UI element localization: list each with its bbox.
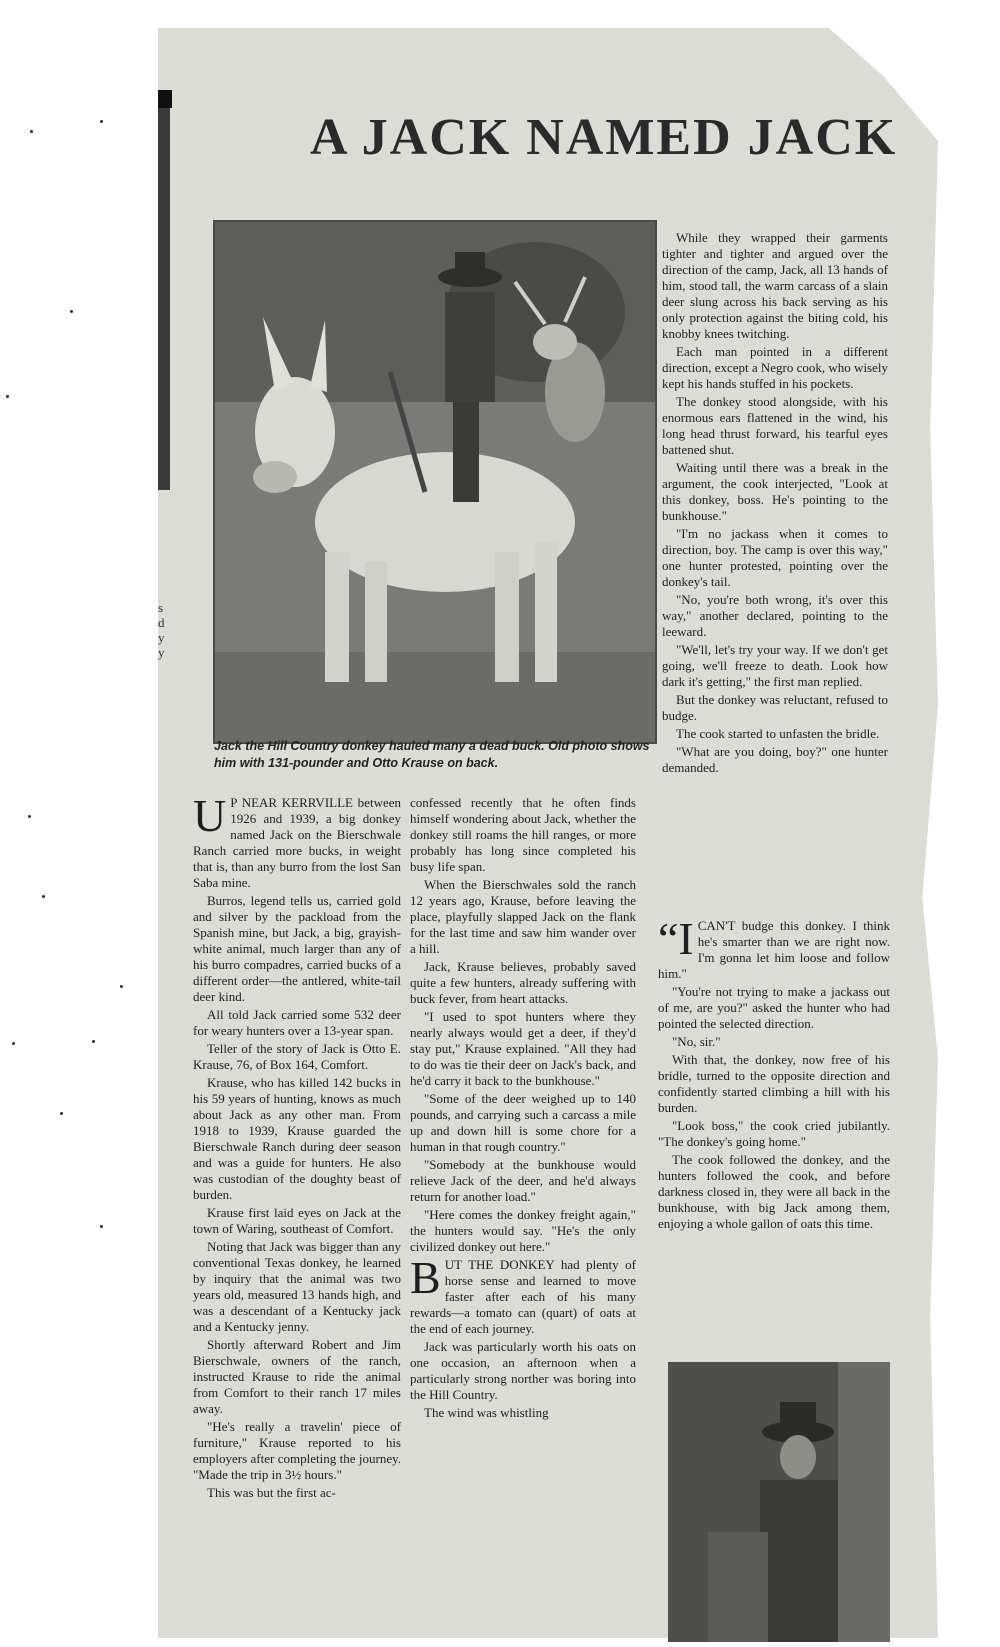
paragraph-text: The wind was whistling xyxy=(424,1405,549,1420)
paragraph xyxy=(658,1052,890,1116)
paragraph xyxy=(410,1207,636,1255)
paragraph-text: Krause first laid eyes on Jack at the town of Waring, southeast of Comfort. xyxy=(193,1205,401,1236)
paragraph xyxy=(410,877,636,957)
donkey-photo xyxy=(213,220,657,744)
paragraph xyxy=(193,1239,401,1335)
paragraph-text: The donkey stood alongside, with his enormous ears flattened in the wind, his long head thrust forward, his tearful eyes battened shut. xyxy=(662,394,888,457)
paragraph xyxy=(662,526,888,590)
paragraph xyxy=(662,230,888,342)
headline: A JACK NAMED JACK xyxy=(310,109,898,166)
paragraph-text: This was but the first ac- xyxy=(207,1485,336,1500)
paragraph xyxy=(410,1009,636,1089)
paragraph-text: Noting that Jack was bigger than any conventional Texas donkey, he learned by inquiry that the animal was two years old, measured 13 hands high, and was a descendant of a Kentucky jack and a Kentucky jenny. xyxy=(193,1239,401,1334)
article-column-1 xyxy=(193,790,401,1503)
paragraph xyxy=(662,394,888,458)
paragraph-text: All told Jack carried some 532 deer for weary hunters over a 13-year span. xyxy=(193,1007,401,1038)
paragraph-text: Waiting until there was a break in the argument, the cook interjected, "Look at this donkey, boss. He's pointing to the bunkhouse." xyxy=(662,460,888,523)
paragraph-text: P NEAR KERRVILLE between 1926 and 1939, a big donkey named Jack on the Bierschwale Ranch carried more bucks, in weight that is, than any burro from the lost San Saba mine. xyxy=(193,795,401,890)
paragraph-text: While they wrapped their garments tighter and tighter and argued over the direction of the camp, Jack, all 13 hands of him, stood tall, the warm carcass of a slain deer slung across his back serving as his only protection against the biting cold, his knobby knees twitching. xyxy=(662,230,888,341)
adjacent-column-mark xyxy=(158,90,172,108)
paragraph-text: confessed recently that he often finds himself wondering about Jack, whether the donkey still roams the hill ranges, or more probably has long since completed his busy life span. xyxy=(410,795,636,874)
edge-letter: y xyxy=(158,645,165,660)
paragraph-text: Krause, who has killed 142 bucks in his 59 years of hunting, knows as much about Jack as any other man. From 1918 to 1939, Krause guarded the Bierschwale Ranch during deer season and was a guide for hunters. He also was custodian of the doughty beast of burden. xyxy=(193,1075,401,1202)
paragraph xyxy=(410,1405,636,1421)
paragraph-text: "No, you're both wrong, it's over this way," another declared, pointing to the leeward. xyxy=(662,592,888,639)
paragraph xyxy=(410,1091,636,1155)
paragraph-text: When the Bierschwales sold the ranch 12 years ago, Krause, before leaving the place, playfully slapped Jack on the flank for the last time and saw him wander over a hill. xyxy=(410,877,636,956)
paragraph xyxy=(662,692,888,724)
photo-caption: Jack the Hill Country donkey hauled many a dead buck. Old photo shows him with 131-pounder and Otto Krause on back. xyxy=(214,739,650,770)
paragraph xyxy=(193,790,401,891)
paragraph xyxy=(662,642,888,690)
paragraph xyxy=(658,984,890,1032)
edge-letter: d xyxy=(158,615,165,630)
paragraph-text: Jack was particularly worth his oats on one occasion, an afternoon when a particularly strong norther was boring into the Hill Country. xyxy=(410,1339,636,1402)
adjacent-column-edge xyxy=(158,90,170,490)
paragraph-text: "We'll, let's try your way. If we don't get going, we'll freeze to death. Look how dark it's getting," the first man replied. xyxy=(662,642,888,689)
edge-letter: y xyxy=(158,630,165,645)
paragraph xyxy=(193,893,401,1005)
paragraph xyxy=(662,726,888,742)
paragraph-text: The cook started to unfasten the bridle. xyxy=(676,726,880,741)
paragraph-text: Burros, legend tells us, carried gold and silver by the packload from the Spanish mine, but Jack, a big, grayish-white animal, much larger than any of his burro compadres, carried bucks of a different order—the antlered, white-tail deer kind. xyxy=(193,893,401,1004)
article-column-2 xyxy=(410,795,636,1423)
drop-cap: “I xyxy=(658,913,694,964)
paragraph-text: "He's really a travelin' piece of furniture," Krause reported to his employers after completing the journey. "Made the trip in 3½ hours." xyxy=(193,1419,401,1482)
paragraph xyxy=(662,592,888,640)
paragraph-text: The cook followed the donkey, and the hunters followed the cook, and before darkness closed in, they were all back in the bunkhouse, with big Jack among them, enjoying a whole gallon of oats this time. xyxy=(658,1152,890,1231)
paragraph-text: "I'm no jackass when it comes to direction, boy. The camp is over this way," one hunter protested, pointing over the donkey's tail. xyxy=(662,526,888,589)
paragraph-text: "I used to spot hunters where they nearly always would get a deer, if they'd stay put," Krause explained. "All they had to do was tie their deer on Jack's back, and he'd carry it back to the bunkhouse." xyxy=(410,1009,636,1088)
paragraph xyxy=(193,1419,401,1483)
paragraph xyxy=(410,959,636,1007)
article-column-3-continued xyxy=(658,913,890,1234)
paragraph-text: "Here comes the donkey freight again," the hunters would say. "He's the only civilized donkey out here." xyxy=(410,1207,636,1254)
paragraph xyxy=(662,460,888,524)
paragraph xyxy=(662,344,888,392)
adjacent-column-letters xyxy=(158,600,172,660)
paragraph-text: Each man pointed in a different direction, except a Negro cook, who wisely kept his hands stuffed in his pockets. xyxy=(662,344,888,391)
paragraph xyxy=(410,795,636,875)
edge-letter: s xyxy=(158,600,164,615)
paragraph xyxy=(658,1152,890,1232)
paragraph xyxy=(193,1337,401,1417)
paragraph-text: "Some of the deer weighed up to 140 pounds, and carrying such a carcass a mile up and down hill is some chore for a human in that rough country." xyxy=(410,1091,636,1154)
paragraph xyxy=(410,1339,636,1403)
article-column-3 xyxy=(662,230,888,778)
paragraph xyxy=(193,1041,401,1073)
paragraph xyxy=(193,1075,401,1203)
paragraph-text: Shortly afterward Robert and Jim Bierschwale, owners of the ranch, instructed Krause to ride the animal from Comfort to their ranch 17 miles away. xyxy=(193,1337,401,1416)
paragraph xyxy=(193,1205,401,1237)
paragraph-text: UT THE DONKEY had plenty of horse sense and learned to move faster after each of his many rewards—a tomato can (quart) of oats at the end of each journey. xyxy=(410,1257,636,1336)
paragraph xyxy=(658,1118,890,1150)
paragraph xyxy=(658,913,890,982)
paragraph-text: "Look boss," the cook cried jubilantly. "The donkey's going home." xyxy=(658,1118,890,1149)
drop-cap: U xyxy=(193,790,227,841)
paragraph xyxy=(662,744,888,776)
paragraph-text: "You're not trying to make a jackass out of me, are you?" asked the hunter who had pointed the selected direction. xyxy=(658,984,890,1031)
krause-photo xyxy=(668,1362,890,1642)
paragraph-text: With that, the donkey, now free of his bridle, turned to the opposite direction and confidently started climbing a hill with his burden. xyxy=(658,1052,890,1115)
paragraph-text: "What are you doing, boy?" one hunter demanded. xyxy=(662,744,888,775)
paragraph-text: CAN'T budge this donkey. I think he's smarter than we are right now. I'm gonna let him loose and follow him." xyxy=(658,918,890,981)
paragraph xyxy=(193,1007,401,1039)
paragraph xyxy=(193,1485,401,1501)
paragraph-text: But the donkey was reluctant, refused to budge. xyxy=(662,692,888,723)
paragraph xyxy=(410,1157,636,1205)
paragraph-text: "No, sir." xyxy=(672,1034,721,1049)
paragraph-text: Jack, Krause believes, probably saved quite a few hunters, already suffering with buck fever, from heart attacks. xyxy=(410,959,636,1006)
paragraph xyxy=(658,1034,890,1050)
paragraph-text: Teller of the story of Jack is Otto E. Krause, 76, of Box 164, Comfort. xyxy=(193,1041,401,1072)
drop-cap: B xyxy=(410,1252,441,1303)
paragraph-text: "Somebody at the bunkhouse would relieve Jack of the deer, and he'd always return for another load." xyxy=(410,1157,636,1204)
paragraph xyxy=(410,1252,636,1337)
